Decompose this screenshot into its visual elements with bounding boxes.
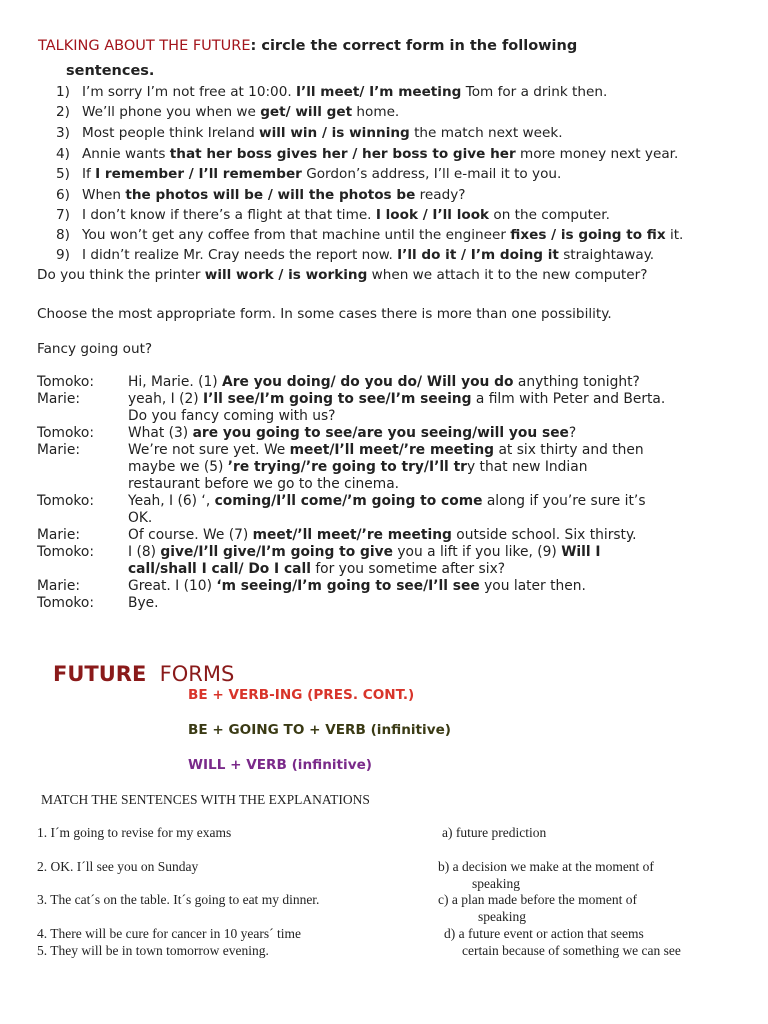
future-forms-heading: FUTURE FORMS bbox=[53, 662, 235, 686]
dialogue-line: Do you fancy coming with us? bbox=[128, 408, 336, 424]
dialogue-line: Marie: Great. I (10) ‘m seeing/I’m going to see/I’ll see you later then. bbox=[37, 578, 586, 594]
speaker: Tomoko: bbox=[37, 493, 94, 509]
exercise-item: 4) Annie wants that her boss gives her / her boss to give her more money next year. bbox=[56, 146, 679, 162]
speaker: Marie: bbox=[37, 527, 81, 543]
exercise-item-last: Do you think the printer will work / is working when we attach it to the new computer? bbox=[37, 267, 648, 283]
form-going-to: BE + GOING TO + VERB (infinitive) bbox=[188, 722, 452, 738]
dialogue-line: OK. bbox=[128, 510, 153, 526]
exercise-item: 5) If I remember / I’ll remember Gordon’s address, I’ll e-mail it to you. bbox=[56, 166, 562, 182]
match-explanation: a) future prediction bbox=[442, 825, 547, 840]
title-highlight: TALKING ABOUT THE FUTURE bbox=[38, 38, 251, 54]
instruction-2: Choose the most appropriate form. In some cases there is more than one possibility. bbox=[37, 306, 612, 322]
match-explanation-cont: certain because of something we can see bbox=[462, 943, 681, 958]
dialogue-title: Fancy going out? bbox=[37, 341, 153, 357]
exercise-item: 9) I didn’t realize Mr. Cray needs the report now. I’ll do it / I’m doing it straightaway. bbox=[56, 247, 655, 263]
match-sentence: 1. I´m going to revise for my exams bbox=[37, 825, 232, 840]
dialogue-line: Marie: We’re not sure yet. We meet/I’ll meet/’re meeting at six thirty and then bbox=[37, 442, 644, 458]
speaker: Tomoko: bbox=[37, 595, 94, 611]
match-explanation: d) a future event or action that seems bbox=[444, 926, 644, 941]
dialogue-line: restaurant before we go to the cinema. bbox=[128, 476, 400, 492]
match-sentence: 2. OK. I´ll see you on Sunday bbox=[37, 859, 199, 874]
dialogue-line: Tomoko: Hi, Marie. (1) Are you doing/ do you do/ Will you do anything tonight? bbox=[37, 374, 640, 390]
dialogue-line: maybe we (5) ’re trying/’re going to try/I’ll try that new Indian bbox=[128, 459, 588, 475]
dialogue-line: Tomoko: What (3) are you going to see/are you seeing/will you see? bbox=[37, 425, 577, 441]
dialogue-line: Tomoko: Yeah, I (6) ‘, coming/I’ll come/’m going to come along if you’re sure it’s bbox=[37, 493, 646, 509]
speaker: Tomoko: bbox=[37, 425, 94, 441]
match-sentence: 5. They will be in town tomorrow evening. bbox=[37, 943, 269, 958]
match-title: MATCH THE SENTENCES WITH THE EXPLANATIONS bbox=[41, 792, 370, 807]
dialogue-line: Tomoko: I (8) give/I’ll give/I’m going to give you a lift if you like, (9) Will I bbox=[37, 544, 601, 560]
worksheet-title bbox=[38, 38, 577, 54]
match-explanation: b) a decision we make at the moment of bbox=[438, 859, 654, 874]
dialogue-line: Marie: yeah, I (2) I’ll see/I’m going to see/I’m seeing a film with Peter and Berta. bbox=[37, 391, 666, 407]
speaker: Tomoko: bbox=[37, 544, 94, 560]
dialogue-line: call/shall I call/ Do I call for you sometime after six? bbox=[128, 561, 506, 577]
exercise-item: 8) You won’t get any coffee from that machine until the engineer fixes / is going to fix it. bbox=[56, 227, 684, 243]
speaker: Marie: bbox=[37, 391, 81, 407]
exercise-item: 7) I don’t know if there’s a flight at that time. I look / I’ll look on the computer. bbox=[56, 207, 610, 223]
match-explanation: c) a plan made before the moment of bbox=[438, 892, 638, 907]
match-explanation-cont: speaking bbox=[472, 876, 520, 891]
exercise-item: 2) We’ll phone you when we get/ will get home. bbox=[56, 104, 400, 120]
exercise-item: 6) When the photos will be / will the photos be ready? bbox=[56, 187, 466, 203]
speaker: Marie: bbox=[37, 442, 81, 458]
match-explanation-cont: speaking bbox=[478, 909, 526, 924]
match-sentence: 3. The cat´s on the table. It´s going to eat my dinner. bbox=[37, 892, 320, 907]
dialogue-line: Marie: Of course. We (7) meet/’ll meet/’re meeting outside school. Six thirsty. bbox=[37, 527, 637, 543]
form-present-continuous: BE + VERB-ING (PRES. CONT.) bbox=[188, 687, 415, 703]
speaker: Tomoko: bbox=[37, 374, 94, 390]
exercise-item: 1) I’m sorry I’m not free at 10:00. I’ll meet/ I’m meeting Tom for a drink then. bbox=[56, 84, 608, 100]
title-instruction: : circle the correct form in the following bbox=[250, 38, 578, 54]
match-sentence: 4. There will be cure for cancer in 10 years´ time bbox=[37, 926, 302, 941]
form-will: WILL + VERB (infinitive) bbox=[188, 757, 373, 773]
title-line-2: sentences. bbox=[66, 63, 155, 79]
dialogue-line: Tomoko: Bye. bbox=[37, 595, 159, 611]
exercise-item: 3) Most people think Ireland will win / is winning the match next week. bbox=[56, 125, 563, 141]
speaker: Marie: bbox=[37, 578, 81, 594]
